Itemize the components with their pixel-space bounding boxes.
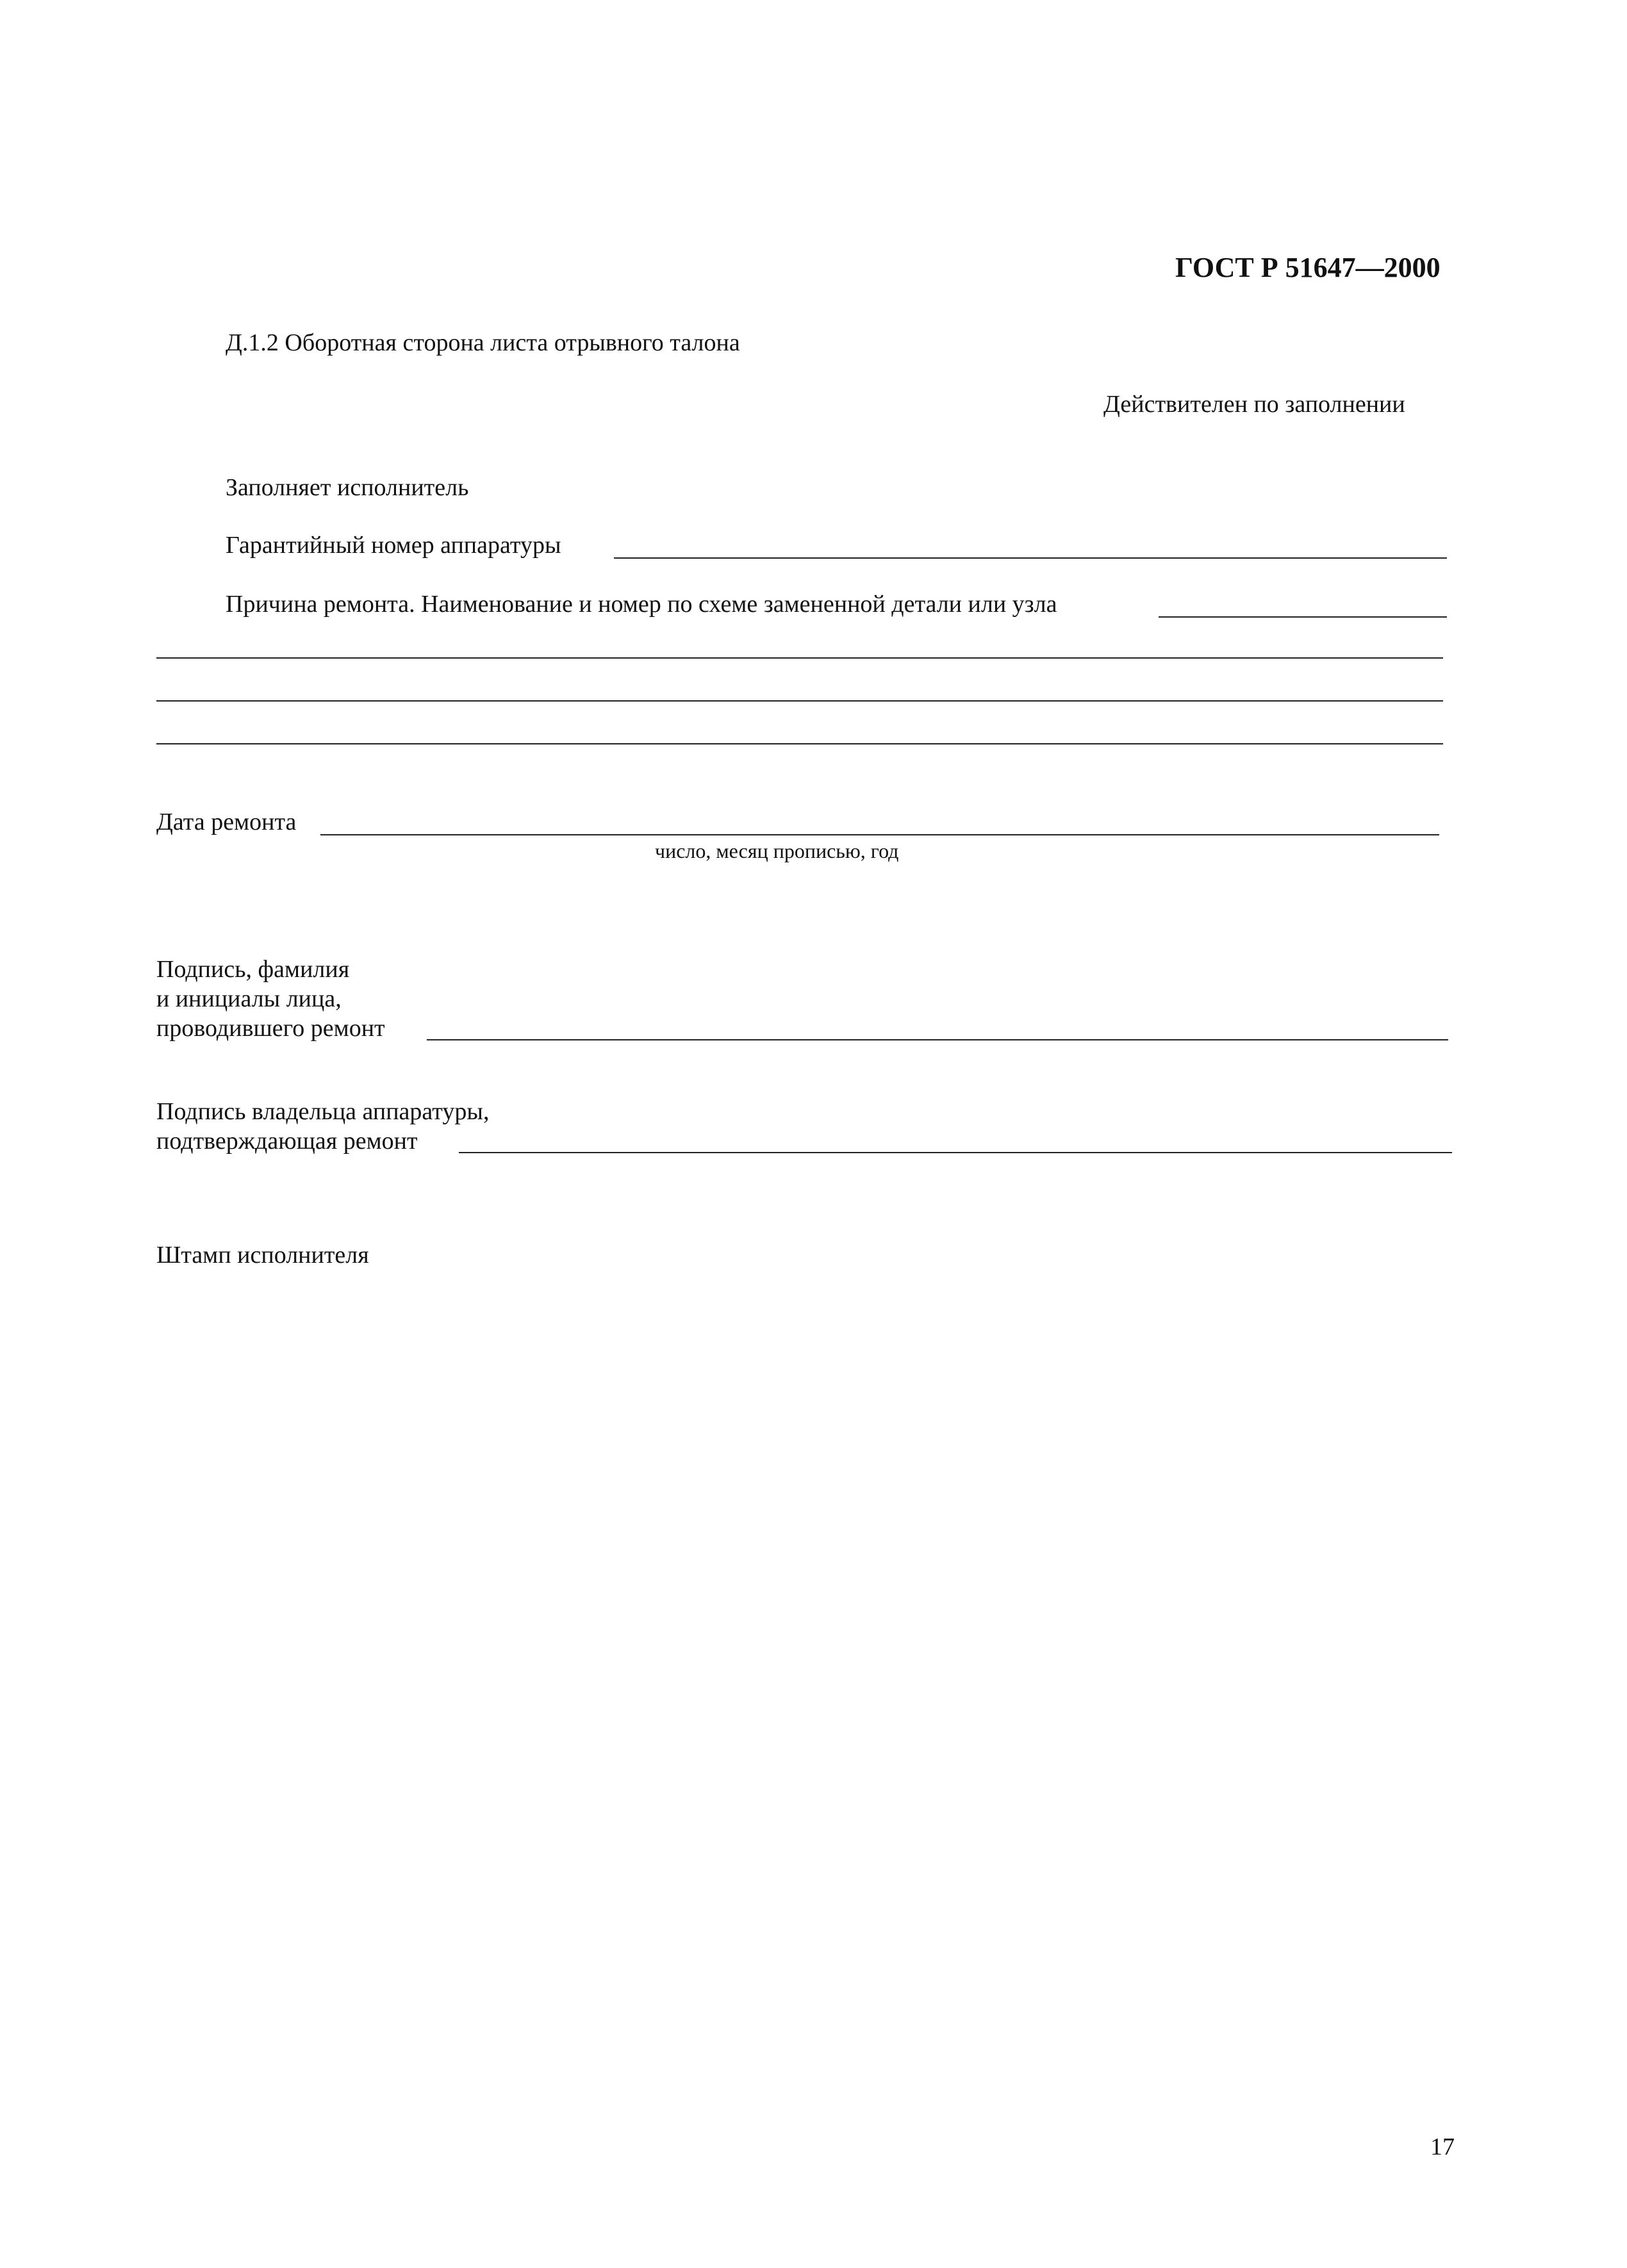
repair-reason-line-4[interactable]: [156, 743, 1443, 744]
owner-signature-line2: подтверждающая ремонт: [156, 1128, 418, 1155]
filled-by-label: Заполняет исполнитель: [226, 474, 469, 501]
validity-note: Действителен по заполнении: [1103, 391, 1405, 418]
repair-reason-line-2[interactable]: [156, 657, 1443, 659]
standard-code: ГОСТ Р 51647—2000: [1175, 252, 1441, 283]
repairer-signature-label: [156, 955, 385, 1043]
repair-reason-field[interactable]: [1159, 616, 1447, 618]
repair-reason-line-3[interactable]: [156, 700, 1443, 702]
repairer-signature-line3: проводившего ремонт: [156, 1015, 385, 1042]
repair-date-label: Дата ремонта: [156, 809, 297, 835]
warranty-number-field[interactable]: [614, 557, 1447, 559]
stamp-label: Штамп исполнителя: [156, 1242, 369, 1269]
repairer-signature-field[interactable]: [427, 1039, 1448, 1040]
owner-signature-line1: Подпись владельца аппаратуры,: [156, 1098, 490, 1125]
owner-signature-field[interactable]: [459, 1152, 1452, 1153]
repairer-signature-line1: Подпись, фамилия: [156, 956, 350, 983]
repairer-signature-line2: и инициалы лица,: [156, 985, 342, 1012]
section-title: Д.1.2 Оборотная сторона листа отрывного талона: [226, 329, 740, 356]
page-number: 17: [1430, 2133, 1455, 2160]
warranty-number-label: Гарантийный номер аппаратуры: [226, 532, 561, 559]
repair-date-field[interactable]: [320, 834, 1439, 835]
repair-reason-label: Причина ремонта. Наименование и номер по схеме замененной детали или узла: [226, 591, 1057, 618]
repair-date-hint: число, месяц прописью, год: [655, 839, 899, 862]
owner-signature-label: [156, 1097, 489, 1156]
